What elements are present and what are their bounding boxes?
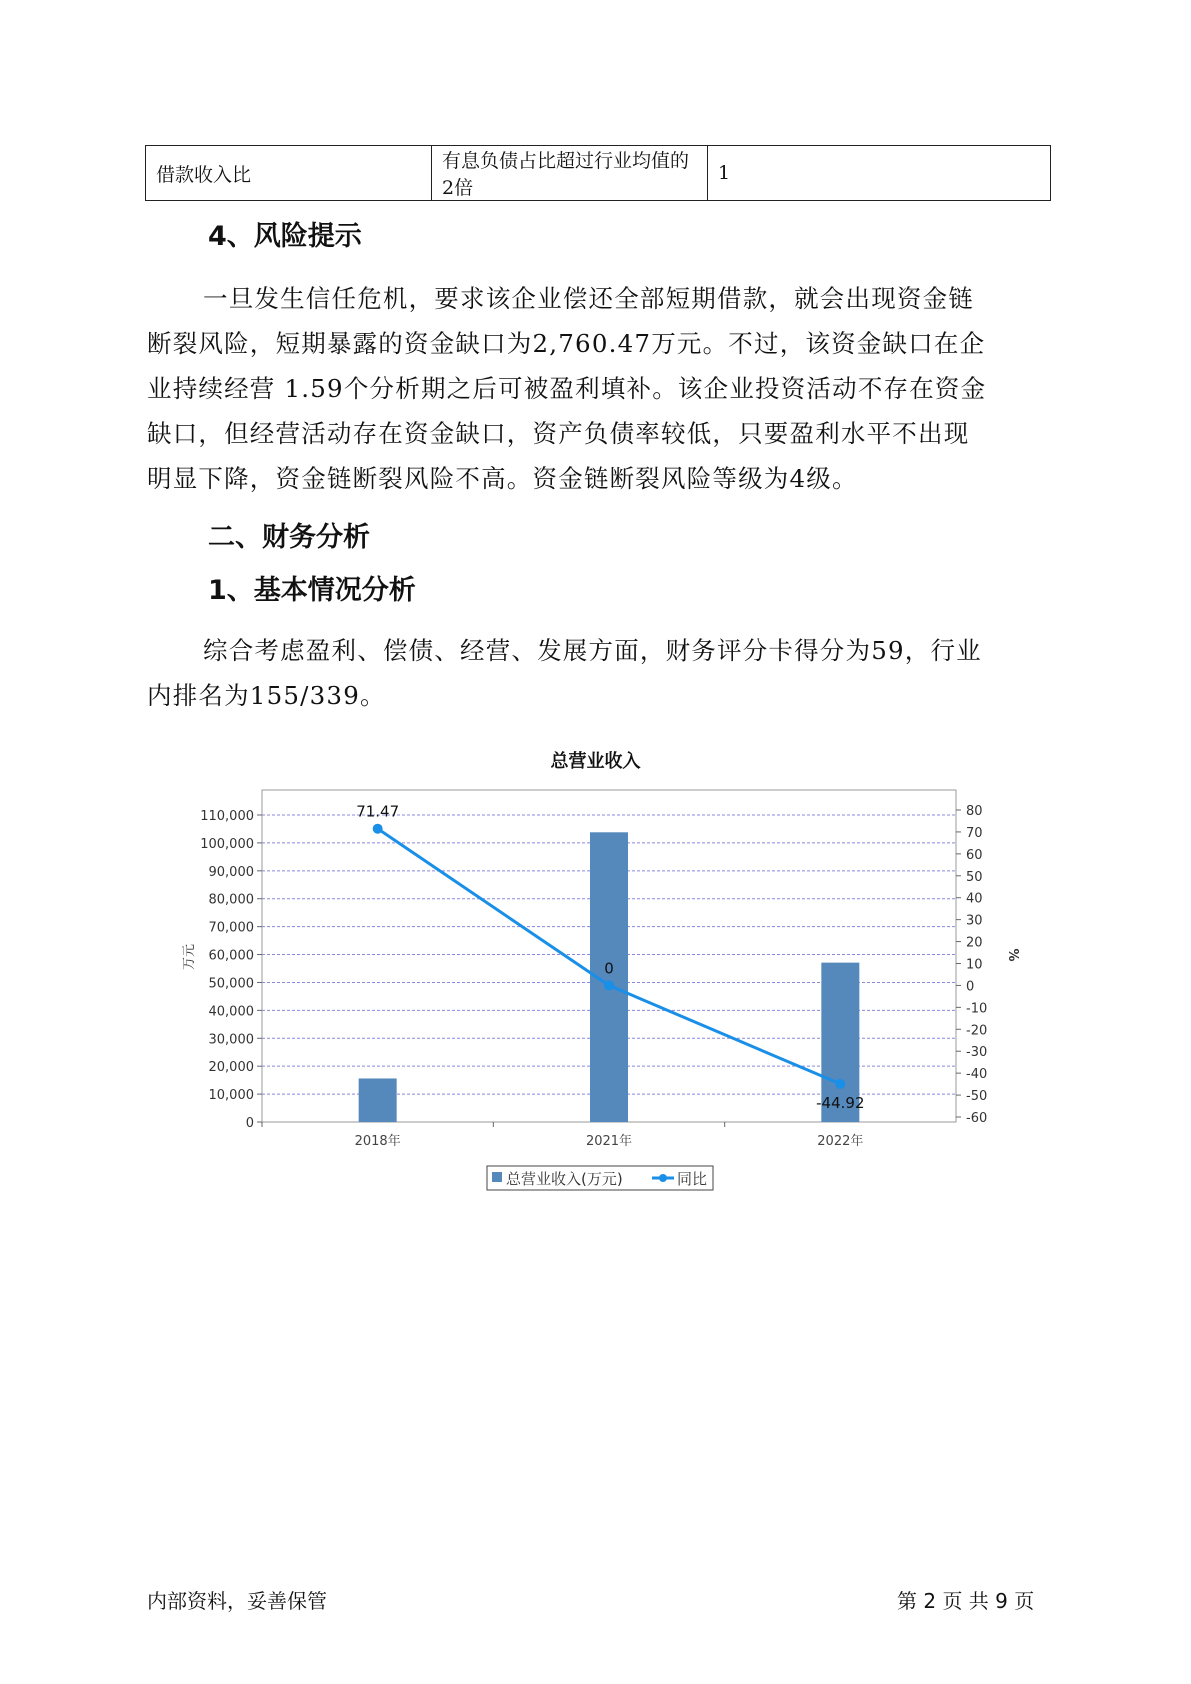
y2-tick-label: -60 xyxy=(966,1111,988,1126)
y2-tick-label: 10 xyxy=(966,957,983,973)
y-tick-label: 0 xyxy=(245,1116,254,1131)
data-label: -44.92 xyxy=(816,1093,865,1112)
y2-tick-label: 70 xyxy=(966,825,983,841)
y2-tick-label: 60 xyxy=(966,847,983,863)
y-tick-label: 70,000 xyxy=(208,920,254,936)
x-tick-label: 2021年 xyxy=(585,1134,633,1149)
y-tick-label: 100,000 xyxy=(200,836,254,852)
x-tick-label: 2022年 xyxy=(817,1134,864,1149)
paragraph-line: 业持续经营 1.59个分析期之后可被盈利填补。该企业投资活动不存在资金 xyxy=(147,374,987,403)
y2-tick-label: 30 xyxy=(966,913,983,929)
data-label: 71.47 xyxy=(356,802,400,821)
y-axis-title: 万元 xyxy=(182,943,197,971)
y2-tick-label: 0 xyxy=(966,979,975,995)
table-cell: 1 xyxy=(708,146,1051,201)
revenue-bar xyxy=(359,1078,397,1122)
paragraph-line: 一旦发生信任危机，要求该企业偿还全部短期借款，就会出现资金链 xyxy=(203,284,974,313)
sub-heading-basic: 1、基本情况分析 xyxy=(208,575,416,606)
y2-tick-label: 40 xyxy=(966,891,983,907)
yoy-point xyxy=(604,980,614,990)
y2-tick-label: -20 xyxy=(966,1023,988,1039)
yoy-point xyxy=(835,1079,845,1089)
paragraph-line: 缺口，但经营活动存在资金缺口，资产负债率较低，只要盈利水平不出现 xyxy=(147,419,970,448)
paragraph-line: 断裂风险，短期暴露的资金缺口为2,760.47万元。不过，该资金缺口在企 xyxy=(147,329,986,358)
y2-tick-label: 50 xyxy=(966,869,983,885)
y-tick-label: 50,000 xyxy=(208,976,254,992)
y-tick-label: 30,000 xyxy=(208,1032,254,1048)
legend-label-yoy: 同比 xyxy=(677,1170,708,1188)
section-heading-risk: 4、风险提示 xyxy=(208,221,362,252)
footer-page-number: 第 2 页 共 9 页 xyxy=(897,1589,1035,1613)
table-cell: 有息负债占比超过行业均值的2倍 xyxy=(432,146,708,201)
y2-tick-label: 80 xyxy=(966,804,983,819)
y-tick-label: 10,000 xyxy=(208,1088,254,1104)
y2-axis-title: % xyxy=(1005,948,1020,962)
y-tick-label: 40,000 xyxy=(208,1004,254,1020)
y2-tick-label: -30 xyxy=(966,1045,988,1061)
y-tick-label: 20,000 xyxy=(208,1060,254,1076)
chart-title: 总营业收入 xyxy=(550,751,641,772)
x-tick-label: 2018年 xyxy=(354,1134,401,1149)
legend-swatch-bar xyxy=(492,1172,502,1182)
footer-confidential: 内部资料，妥善保管 xyxy=(147,1589,327,1613)
y2-tick-label: -50 xyxy=(966,1089,988,1105)
y-tick-label: 60,000 xyxy=(208,948,254,964)
y-tick-label: 110,000 xyxy=(200,809,254,824)
legend-label-revenue: 总营业收入(万元) xyxy=(506,1170,623,1188)
paragraph-line: 综合考虑盈利、偿债、经营、发展方面，财务评分卡得分为59，行业 xyxy=(203,636,982,665)
y2-tick-label: -40 xyxy=(966,1067,988,1083)
data-label: 0 xyxy=(604,959,614,978)
paragraph-line: 明显下降，资金链断裂风险不高。资金链断裂风险等级为4级。 xyxy=(147,464,858,493)
table-cell: 借款收入比 xyxy=(146,146,432,201)
y-tick-label: 80,000 xyxy=(208,892,254,908)
y2-tick-label: -10 xyxy=(966,1001,988,1017)
y-tick-label: 90,000 xyxy=(208,864,254,880)
paragraph-line: 内排名为155/339。 xyxy=(147,681,386,710)
y2-tick-label: 20 xyxy=(966,935,983,951)
yoy-point xyxy=(373,824,383,834)
section-heading-finance: 二、财务分析 xyxy=(208,522,370,553)
legend-swatch-point xyxy=(659,1174,667,1182)
